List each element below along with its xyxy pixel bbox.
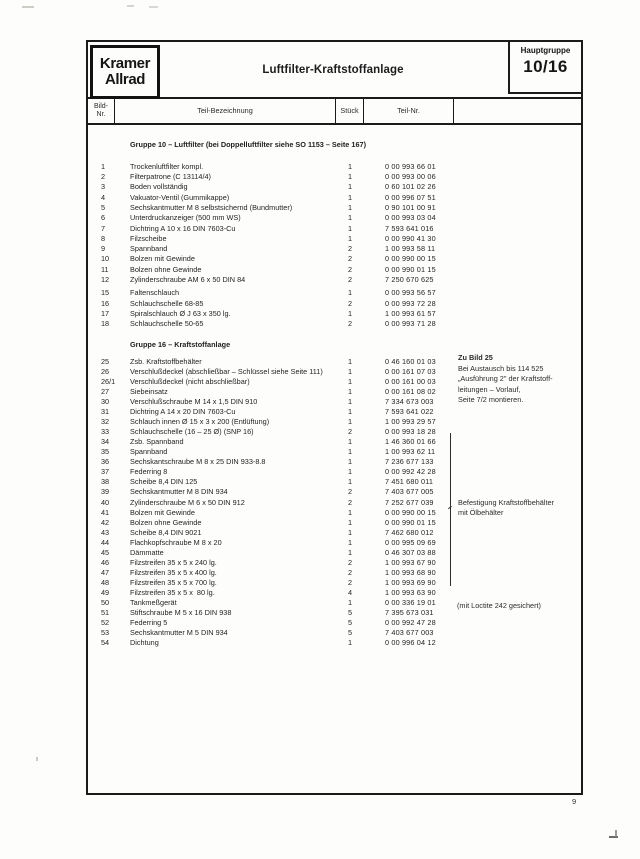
row-teil-bezeichnung: Bolzen mit Gewinde — [130, 507, 195, 517]
row-bild-nr: 8 — [101, 233, 106, 243]
row-teil-nr: 7 403 677 005 — [385, 487, 434, 497]
table-row — [88, 628, 581, 638]
row-teil-nr: 0 00 993 18 28 — [385, 427, 436, 437]
row-stueck: 1 — [347, 547, 353, 557]
row-teil-bezeichnung: Spannband — [130, 447, 168, 457]
row-teil-nr: 1 46 360 01 66 — [385, 437, 436, 447]
row-teil-nr: 0 00 336 19 01 — [385, 597, 436, 607]
table-row — [88, 162, 581, 172]
table-row — [88, 275, 581, 285]
table-row — [88, 457, 581, 467]
note-line: mit Ölbehälter — [458, 508, 504, 518]
note-loctite — [457, 601, 541, 612]
table-row — [88, 588, 581, 598]
row-teil-bezeichnung: Zsb. Spannband — [130, 437, 184, 447]
table-row — [88, 638, 581, 648]
row-teil-nr: 0 00 992 47 28 — [385, 618, 436, 628]
note-befestigung — [458, 498, 554, 519]
table-column-header-row — [88, 97, 581, 125]
table-row — [88, 234, 581, 244]
table-row — [88, 548, 581, 558]
note-line: „Ausführung 2" der Kraftstoff- — [458, 374, 553, 384]
row-stueck: 4 — [347, 587, 353, 597]
row-teil-bezeichnung: Sechskantmutter M 5 DIN 934 — [130, 628, 228, 638]
group-16-heading: Gruppe 16 – Kraftstoffanlage — [130, 339, 231, 349]
row-teil-nr: 0 60 101 02 26 — [385, 182, 436, 192]
row-stueck: 1 — [347, 376, 353, 386]
row-teil-nr: 0 00 993 00 06 — [385, 172, 436, 182]
row-bild-nr: 7 — [101, 223, 106, 233]
row-teil-nr: 1 00 993 58 11 — [385, 244, 436, 254]
row-bild-nr: 42 — [101, 517, 110, 527]
row-teil-bezeichnung: Filzstreifen 35 x 5 x 240 lg. — [130, 557, 217, 567]
row-teil-nr: 0 00 993 03 04 — [385, 213, 436, 223]
row-teil-bezeichnung: Verschlußdeckel (abschließbar – Schlüssel siehe Seite 111) — [130, 366, 323, 376]
column-header-teil-nr: Teil-Nr. — [364, 99, 454, 123]
page-number: 9 — [572, 797, 577, 806]
row-teil-nr: 0 00 993 71 28 — [385, 319, 436, 329]
row-teil-nr: 7 250 670 625 — [385, 275, 434, 285]
row-bild-nr: 48 — [101, 577, 110, 587]
row-stueck: 1 — [347, 202, 353, 212]
row-stueck: 1 — [347, 507, 353, 517]
row-teil-bezeichnung: Faltenschlauch — [130, 288, 180, 298]
row-bild-nr: 43 — [101, 527, 110, 537]
row-stueck: 1 — [347, 288, 353, 298]
table-row — [88, 427, 581, 437]
table-row — [88, 193, 581, 203]
table-row — [88, 477, 581, 487]
row-teil-nr: 0 00 161 00 03 — [385, 376, 436, 386]
row-teil-nr: 1 00 993 62 11 — [385, 447, 436, 457]
note-line: Seite 7/2 montieren. — [458, 395, 524, 405]
row-teil-nr: 0 00 161 07 03 — [385, 366, 436, 376]
scan-artifact — [149, 6, 158, 8]
row-bild-nr: 12 — [101, 275, 110, 285]
row-stueck: 1 — [347, 477, 353, 487]
row-teil-bezeichnung: Dämmatte — [130, 547, 164, 557]
table-row — [88, 417, 581, 427]
row-teil-bezeichnung: Schlauchschelle (16 – 25 Ø) (SNP 16) — [130, 427, 254, 437]
row-teil-bezeichnung: Scheibe 8,4 DIN 125 — [130, 477, 198, 487]
group-10-heading: Gruppe 10 – Luftfilter (bei Doppelluftfilter siehe SO 1153 – Seite 167) — [130, 140, 366, 149]
table-row — [88, 568, 581, 578]
table-row — [88, 182, 581, 192]
row-bild-nr: 16 — [101, 298, 110, 308]
row-bild-nr: 17 — [101, 308, 110, 318]
row-teil-bezeichnung: Dichtring A 14 x 20 DIN 7603-Cu — [130, 407, 236, 417]
row-teil-bezeichnung: Spannband — [130, 244, 168, 254]
row-teil-nr: 1 00 993 68 90 — [385, 567, 436, 577]
row-teil-nr: 0 00 990 41 30 — [385, 233, 436, 243]
row-teil-bezeichnung: Bolzen mit Gewinde — [130, 254, 195, 264]
row-bild-nr: 36 — [101, 457, 110, 467]
row-teil-nr: 0 00 992 42 28 — [385, 467, 436, 477]
row-stueck: 2 — [347, 319, 353, 329]
row-teil-bezeichnung: Vakuator-Ventil (Gummikappe) — [130, 192, 230, 202]
row-stueck: 1 — [347, 233, 353, 243]
row-stueck: 2 — [347, 254, 353, 264]
kramer-allrad-logo — [90, 45, 160, 99]
row-stueck: 2 — [347, 427, 353, 437]
row-stueck: 1 — [347, 437, 353, 447]
row-bild-nr: 47 — [101, 567, 110, 577]
row-stueck: 1 — [347, 397, 353, 407]
table-row — [88, 437, 581, 447]
row-teil-bezeichnung: Verschlußschraube M 14 x 1,5 DIN 910 — [130, 397, 258, 407]
row-bild-nr: 6 — [101, 213, 106, 223]
scan-artifact — [36, 757, 38, 761]
row-stueck: 2 — [347, 244, 353, 254]
row-bild-nr: 52 — [101, 618, 110, 628]
row-teil-bezeichnung: Filzstreifen 35 x 5 x 700 lg. — [130, 577, 217, 587]
row-bild-nr: 38 — [101, 477, 110, 487]
row-teil-bezeichnung: Filzstreifen 35 x 5 x 80 lg. — [130, 587, 215, 597]
row-stueck: 1 — [347, 407, 353, 417]
row-teil-nr: 7 236 677 133 — [385, 457, 434, 467]
row-teil-bezeichnung: Siebeinsatz — [130, 386, 168, 396]
row-teil-nr: 0 00 161 08 02 — [385, 386, 436, 396]
row-bild-nr: 26 — [101, 366, 110, 376]
row-bild-nr: 26/1 — [101, 376, 116, 386]
table-row — [88, 299, 581, 309]
row-teil-bezeichnung: Boden vollständig — [130, 182, 188, 192]
row-stueck: 2 — [347, 264, 353, 274]
row-bild-nr: 15 — [101, 288, 110, 298]
bild-label-line1: Bild- — [93, 103, 108, 110]
table-row — [88, 213, 581, 223]
row-bild-nr: 1 — [101, 161, 106, 171]
column-header-empty — [454, 99, 581, 123]
table-row — [88, 578, 581, 588]
row-stueck: 1 — [347, 213, 353, 223]
row-teil-nr: 1 00 993 61 57 — [385, 308, 436, 318]
table-row — [88, 538, 581, 548]
hauptgruppe-label: Hauptgruppe — [520, 46, 571, 55]
row-teil-nr: 1 00 993 29 57 — [385, 417, 436, 427]
row-teil-nr: 0 00 990 01 15 — [385, 264, 436, 274]
row-bild-nr: 18 — [101, 319, 110, 329]
row-teil-nr: 7 593 641 022 — [385, 407, 434, 417]
table-row — [88, 528, 581, 538]
row-teil-nr: 0 00 996 04 12 — [385, 638, 436, 648]
row-stueck: 1 — [347, 172, 353, 182]
row-bild-nr: 2 — [101, 172, 106, 182]
row-stueck: 1 — [347, 182, 353, 192]
row-teil-nr: 0 90 101 00 91 — [385, 202, 436, 212]
row-bild-nr: 49 — [101, 587, 110, 597]
row-bild-nr: 4 — [101, 192, 106, 202]
row-stueck: 1 — [347, 537, 353, 547]
row-teil-nr: 0 00 993 72 28 — [385, 298, 436, 308]
table-row — [88, 203, 581, 213]
row-teil-bezeichnung: Federring 5 — [130, 618, 168, 628]
row-stueck: 2 — [347, 557, 353, 567]
table-row — [88, 487, 581, 497]
row-stueck: 1 — [347, 366, 353, 376]
scan-artifact — [22, 6, 34, 8]
row-bild-nr: 3 — [101, 182, 106, 192]
row-bild-nr: 11 — [101, 264, 109, 274]
row-teil-bezeichnung: Filterpatrone (C 13114/4) — [130, 172, 211, 182]
row-teil-nr: 7 395 673 031 — [385, 608, 434, 618]
row-teil-bezeichnung: Sechskantmutter M 8 selbstsichernd (Bundmutter) — [130, 202, 293, 212]
logo-text-line2: Allrad — [104, 71, 146, 88]
row-stueck: 1 — [347, 161, 353, 171]
row-bild-nr: 40 — [101, 497, 110, 507]
row-teil-bezeichnung: Sechskantmutter M 8 DIN 934 — [130, 487, 228, 497]
row-bild-nr: 53 — [101, 628, 110, 638]
row-stueck: 2 — [347, 497, 353, 507]
row-bild-nr: 39 — [101, 487, 110, 497]
row-teil-nr: 7 462 680 012 — [385, 527, 434, 537]
row-stueck: 2 — [347, 487, 353, 497]
row-stueck: 1 — [347, 308, 353, 318]
table-row — [88, 407, 581, 417]
row-bild-nr: 37 — [101, 467, 110, 477]
row-bild-nr: 27 — [101, 386, 110, 396]
table-row — [88, 467, 581, 477]
row-bild-nr: 25 — [101, 356, 110, 366]
row-stueck: 2 — [347, 275, 353, 285]
row-teil-nr: 0 00 990 00 15 — [385, 254, 436, 264]
bild-label-line2: Nr. — [96, 111, 106, 118]
table-row — [88, 309, 581, 319]
scan-artifact — [615, 830, 617, 837]
row-teil-bezeichnung: Schlauchschelle 68-85 — [130, 298, 204, 308]
hauptgruppe-box — [508, 42, 581, 94]
row-teil-nr: 7 403 677 003 — [385, 628, 434, 638]
row-bild-nr: 50 — [101, 597, 110, 607]
row-teil-nr: 1 00 993 63 90 — [385, 587, 436, 597]
row-teil-nr: 7 252 677 039 — [385, 497, 434, 507]
hauptgruppe-number: 10/16 — [523, 57, 568, 76]
logo-text-line1: Kramer — [99, 55, 151, 72]
row-stueck: 5 — [347, 608, 353, 618]
row-bild-nr: 5 — [101, 202, 106, 212]
row-bild-nr: 46 — [101, 557, 110, 567]
row-teil-nr: 0 00 990 00 15 — [385, 507, 436, 517]
row-teil-nr: 1 00 993 69 90 — [385, 577, 436, 587]
row-teil-nr: 0 00 993 56 57 — [385, 288, 436, 298]
row-stueck: 1 — [347, 447, 353, 457]
note-line: Befestigung Kraftstoffbehälter — [458, 498, 555, 507]
row-teil-nr: 0 46 160 01 03 — [385, 356, 436, 366]
table-row — [88, 265, 581, 275]
row-stueck: 1 — [347, 597, 353, 607]
page-title: Luftfilter-Kraftstoffanlage — [262, 63, 404, 76]
row-stueck: 2 — [347, 567, 353, 577]
row-stueck: 1 — [347, 527, 353, 537]
row-bild-nr: 34 — [101, 437, 110, 447]
row-teil-nr: 7 334 673 003 — [385, 397, 434, 407]
row-teil-nr: 0 00 996 07 51 — [385, 192, 436, 202]
row-stueck: 5 — [347, 628, 353, 638]
table-row — [88, 224, 581, 234]
table-row — [88, 319, 581, 329]
row-stueck: 1 — [347, 638, 353, 648]
row-stueck: 1 — [347, 467, 353, 477]
table-row — [88, 618, 581, 628]
row-teil-bezeichnung: Dichtung — [130, 638, 159, 648]
row-teil-nr: 0 00 993 66 01 — [385, 161, 436, 171]
row-stueck: 5 — [347, 618, 353, 628]
row-teil-bezeichnung: Filzstreifen 35 x 5 x 400 lg. — [130, 567, 217, 577]
note-line: Bei Austausch bis 114 525 — [458, 363, 544, 373]
row-bild-nr: 45 — [101, 547, 110, 557]
note-line: leitungen – Vorlauf, — [458, 384, 521, 394]
group-10-rows-15-18 — [88, 288, 581, 329]
row-bild-nr: 44 — [101, 537, 110, 547]
row-teil-bezeichnung: Zsb. Kraftstoffbehälter — [130, 356, 202, 366]
row-bild-nr: 30 — [101, 397, 110, 407]
row-teil-bezeichnung: Bolzen ohne Gewinde — [130, 517, 202, 527]
row-teil-nr: 1 00 993 67 90 — [385, 557, 436, 567]
row-stueck: 1 — [347, 356, 353, 366]
row-teil-nr: 0 00 995 09 69 — [385, 537, 436, 547]
note-zu-bild-25 — [458, 353, 553, 406]
row-bild-nr: 51 — [101, 608, 110, 618]
row-stueck: 2 — [347, 298, 353, 308]
row-teil-bezeichnung: Federring 8 — [130, 467, 168, 477]
row-stueck: 2 — [347, 577, 353, 587]
group-10-rows-1-12 — [88, 162, 581, 286]
row-teil-bezeichnung: Scheibe 8,4 DIN 9021 — [130, 527, 202, 537]
row-teil-bezeichnung: Zylinderschraube AM 6 x 50 DIN 84 — [130, 275, 246, 285]
row-teil-bezeichnung: Schlauchschelle 50-65 — [130, 319, 204, 329]
note-line: (mit Loctite 242 gesichert) — [457, 601, 541, 610]
parts-list-table-frame — [86, 40, 583, 795]
column-header-teil-bezeichnung: Teil-Bezeichnung — [115, 99, 336, 123]
row-stueck: 1 — [347, 517, 353, 527]
table-row — [88, 447, 581, 457]
table-row — [88, 254, 581, 264]
row-teil-nr: 7 451 680 011 — [385, 477, 434, 487]
row-teil-bezeichnung: Stiftschraube M 5 x 16 DIN 938 — [130, 608, 232, 618]
row-teil-nr: 0 46 307 03 88 — [385, 547, 436, 557]
note-brace-line — [450, 433, 452, 586]
row-teil-bezeichnung: Sechskantschraube M 8 x 25 DIN 933-8.8 — [130, 457, 266, 467]
column-header-stueck: Stück — [336, 99, 364, 123]
row-teil-bezeichnung: Flachkopfschraube M 8 x 20 — [130, 537, 222, 547]
row-stueck: 1 — [347, 457, 353, 467]
row-bild-nr: 32 — [101, 417, 110, 427]
row-teil-nr: 7 593 641 016 — [385, 223, 434, 233]
table-row — [88, 558, 581, 568]
note-zu-bild-25-title: Zu Bild 25 — [458, 353, 493, 362]
row-bild-nr: 9 — [101, 244, 106, 254]
table-row — [88, 244, 581, 254]
row-stueck: 1 — [347, 192, 353, 202]
row-stueck: 1 — [347, 223, 353, 233]
row-bild-nr: 33 — [101, 427, 110, 437]
row-teil-bezeichnung: Spiralschlauch Ø J 63 x 350 lg. — [130, 308, 231, 318]
table-row — [88, 288, 581, 298]
table-row — [88, 518, 581, 528]
row-teil-bezeichnung: Bolzen ohne Gewinde — [130, 264, 202, 274]
row-teil-bezeichnung: Dichtring A 10 x 16 DIN 7603-Cu — [130, 223, 236, 233]
row-bild-nr: 35 — [101, 447, 110, 457]
row-bild-nr: 31 — [101, 407, 110, 417]
row-teil-bezeichnung: Trockenluftfilter kompl. — [130, 161, 204, 171]
row-bild-nr: 41 — [101, 507, 110, 517]
row-teil-nr: 0 00 990 01 15 — [385, 517, 436, 527]
row-bild-nr: 54 — [101, 638, 110, 648]
row-teil-bezeichnung: Tankmeßgerät — [130, 597, 177, 607]
table-row — [88, 172, 581, 182]
row-teil-bezeichnung: Unterdruckanzeiger (500 mm WS) — [130, 213, 241, 223]
scan-artifact — [127, 5, 134, 7]
row-teil-bezeichnung: Verschlußdeckel (nicht abschließbar) — [130, 376, 250, 386]
row-teil-bezeichnung: Schlauch innen Ø 15 x 3 x 200 (Entlüftung) — [130, 417, 270, 427]
row-stueck: 1 — [347, 386, 353, 396]
row-teil-bezeichnung: Zylinderschraube M 6 x 50 DIN 912 — [130, 497, 245, 507]
row-bild-nr: 10 — [101, 254, 110, 264]
row-teil-bezeichnung: Filzscheibe — [130, 233, 167, 243]
row-stueck: 1 — [347, 417, 353, 427]
column-header-bild-nr — [88, 99, 115, 123]
